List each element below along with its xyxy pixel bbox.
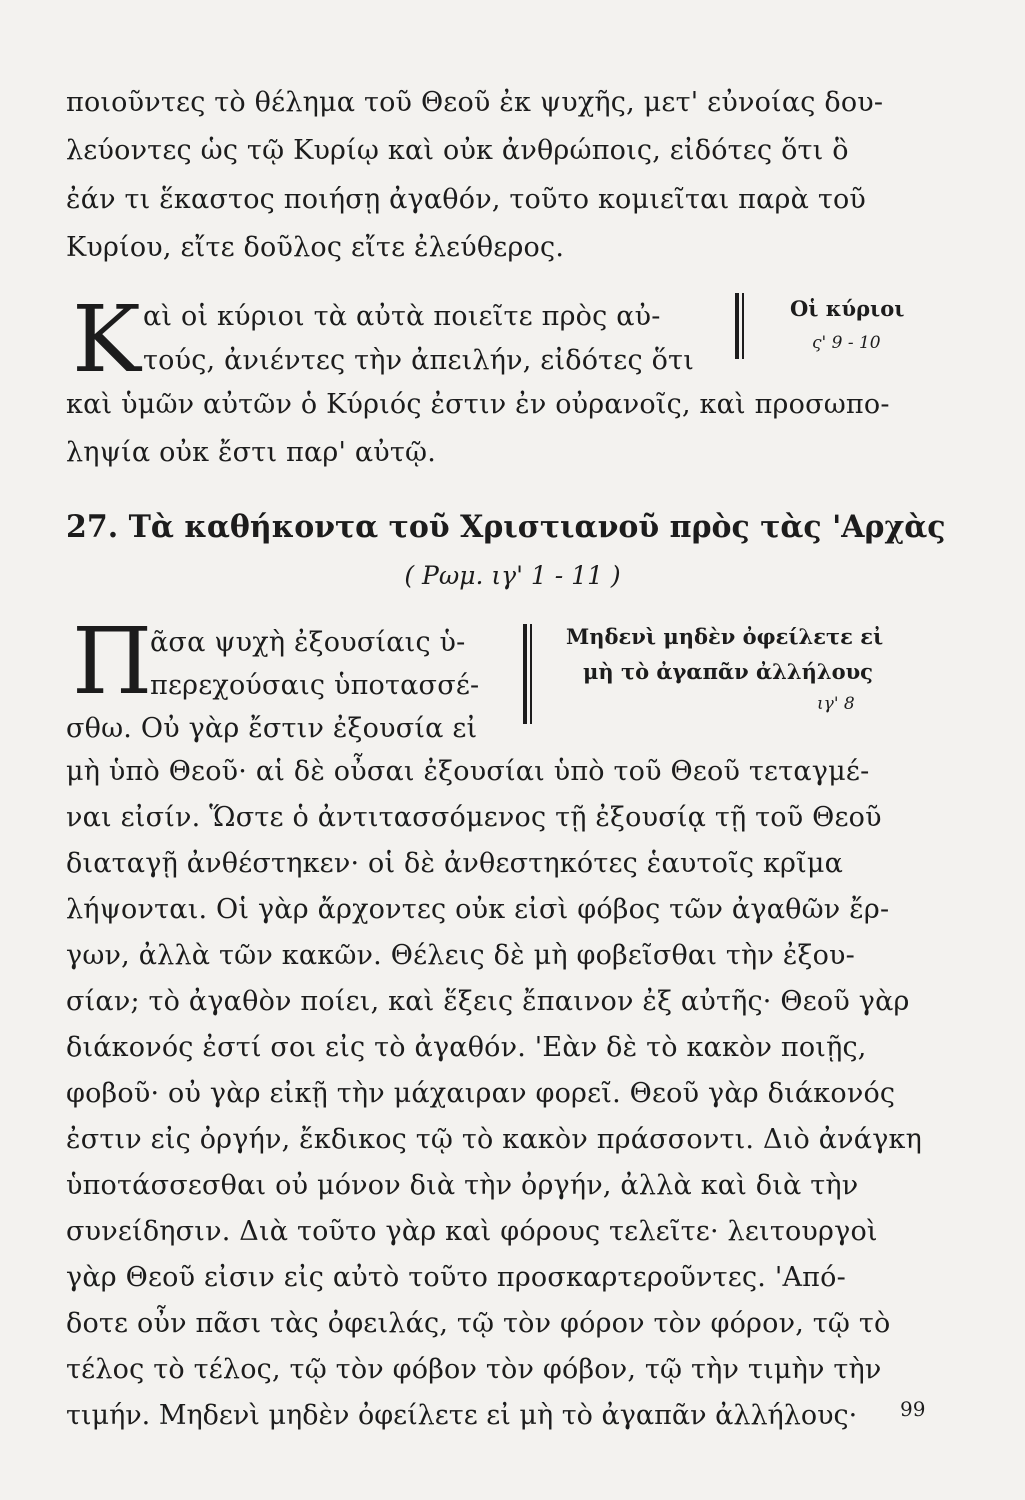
text-line: καὶ ὑμῶν αὐτῶν ὁ Κύριός ἐστιν ἐν οὐρανοῖς, καὶ προσωπο- bbox=[66, 389, 890, 420]
text-line: σίαν; τὸ ἀγαθὸν ποίει, καὶ ἕξεις ἔπαινον ἐξ αὐτῆς· Θεοῦ γὰρ bbox=[66, 986, 910, 1017]
text-line: τέλος τὸ τέλος, τῷ τὸν φόβον τὸν φόβον, τῷ τὴν τιμὴν τὴν bbox=[66, 1354, 882, 1385]
text-line: λήψονται. Οἱ γὰρ ἄρχοντες οὐκ εἰσὶ φόβος τῶν ἀγαθῶν ἔρ- bbox=[66, 894, 890, 925]
drop-cap: Π bbox=[72, 608, 153, 715]
text-line: ὑποτάσσεσθαι οὐ μόνον διὰ τὴν ὀργήν, ἀλλὰ καὶ διὰ τὴν bbox=[66, 1170, 859, 1201]
drop-cap: Κ bbox=[72, 286, 141, 393]
text-line: γων, ἀλλὰ τῶν κακῶν. Θέλεις δὲ μὴ φοβεῖσθαι τὴν ἐξου- bbox=[66, 940, 855, 971]
section-heading: 27. Τὰ καθήκοντα τοῦ Χριστιανοῦ πρὸς τὰς 'Αρχὰς bbox=[66, 509, 946, 545]
text-line: διαταγῇ ἀνθέστηκεν· οἱ δὲ ἀνθεστηκότες ἑαυτοῖς κρῖμα bbox=[66, 848, 844, 879]
text-line: γὰρ Θεοῦ εἰσιν εἰς αὐτὸ τοῦτο προσκαρτεροῦντες. 'Από- bbox=[66, 1262, 846, 1293]
text-line: ναι εἰσίν. Ὥστε ὁ ἀντιτασσόμενος τῇ ἐξουσίᾳ τῇ τοῦ Θεοῦ bbox=[66, 802, 882, 833]
text-line: τιμήν. Μηδενὶ μηδὲν ὀφείλετε εἰ μὴ τὸ ἀγαπᾶν ἀλλήλους· bbox=[66, 1400, 858, 1431]
text-line: λεύοντες ὡς τῷ Κυρίῳ καὶ οὐκ ἀνθρώποις, εἰδότες ὅτι ὃ bbox=[66, 135, 849, 166]
margin-note-ref: ς' 9 - 10 bbox=[812, 333, 881, 353]
text-line: αὶ οἱ κύριοι τὰ αὐτὰ ποιεῖτε πρὸς αὐ- bbox=[143, 301, 661, 332]
text-line: περεχούσαις ὑποτασσέ- bbox=[150, 670, 480, 701]
text-line: φοβοῦ· οὐ γὰρ εἰκῇ τὴν μάχαιραν φορεῖ. Θεοῦ γὰρ διάκονός bbox=[66, 1078, 896, 1109]
margin-note-line: μὴ τὸ ἀγαπᾶν ἀλλήλους bbox=[583, 659, 873, 684]
margin-rule bbox=[742, 293, 744, 359]
text-line: ᾶσα ψυχὴ ἐξουσίαις ὑ- bbox=[150, 627, 466, 658]
text-line: ἐάν τι ἕκαστος ποιήσῃ ἀγαθόν, τοῦτο κομιεῖται παρὰ τοῦ bbox=[66, 184, 867, 215]
text-line: διάκονός ἐστί σοι εἰς τὸ ἀγαθόν. 'Εὰν δὲ τὸ κακὸν ποιῇς, bbox=[66, 1032, 867, 1063]
text-line: ἐστιν εἰς ὀργήν, ἔκδικος τῷ τὸ κακὸν πράσσοντι. Διὸ ἀνάγκη bbox=[66, 1124, 922, 1155]
margin-note-title: Οἱ κύριοι bbox=[790, 296, 905, 321]
text-line: δοτε οὖν πᾶσι τὰς ὀφειλάς, τῷ τὸν φόρον τὸν φόρον, τῷ τὸ bbox=[66, 1308, 891, 1339]
text-line: ληψία οὐκ ἔστι παρ' αὐτῷ. bbox=[66, 437, 437, 468]
text-line: συνείδησιν. Διὰ τοῦτο γὰρ καὶ φόρους τελεῖτε· λειτουργοὶ bbox=[66, 1216, 878, 1247]
margin-rule bbox=[530, 624, 532, 724]
margin-rule bbox=[523, 624, 527, 724]
text-line: τούς, ἀνιέντες τὴν ἀπειλήν, εἰδότες ὅτι bbox=[143, 345, 694, 376]
section-reference: ( Ρωμ. ιγ' 1 - 11 ) bbox=[404, 561, 621, 590]
text-line: μὴ ὑπὸ Θεοῦ· αἱ δὲ οὖσαι ἐξουσίαι ὑπὸ τοῦ Θεοῦ τεταγμέ- bbox=[66, 756, 870, 787]
margin-rule bbox=[735, 293, 739, 359]
margin-note-line: Μηδενὶ μηδὲν ὀφείλετε εἰ bbox=[566, 624, 884, 649]
margin-note-ref: ιγ' 8 bbox=[817, 694, 855, 714]
text-line: ποιοῦντες τὸ θέλημα τοῦ Θεοῦ ἐκ ψυχῆς, μετ' εὐνοίας δου- bbox=[66, 87, 884, 118]
text-line: Κυρίου, εἴτε δοῦλος εἴτε ἐλεύθερος. bbox=[66, 232, 565, 263]
page-number: 99 bbox=[900, 1397, 926, 1421]
text-line: σθω. Οὐ γὰρ ἔστιν ἐξουσία εἰ bbox=[66, 713, 478, 744]
